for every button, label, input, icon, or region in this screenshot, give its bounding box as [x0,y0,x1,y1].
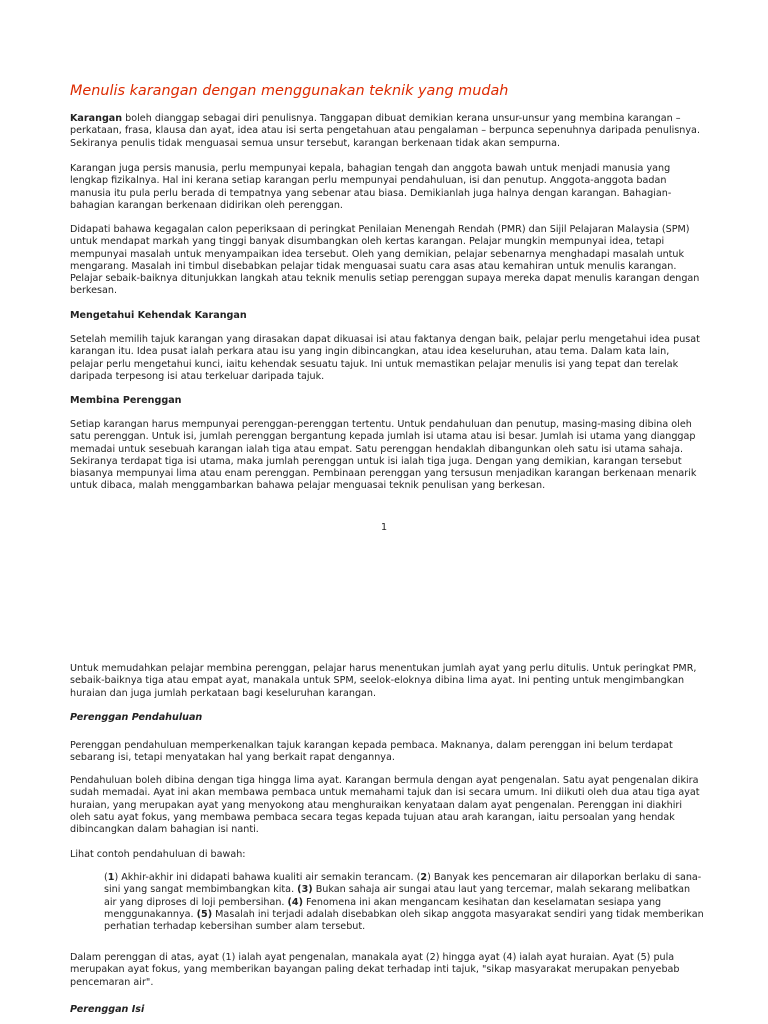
sentence-number: 1 [107,872,115,883]
example-sentence: Fenomena ini akan mengancam kesihatan dan keselamatan sesiapa yang menggunakannya. [104,896,662,920]
page-number: 1 [380,522,388,533]
intro-text: boleh dianggap sebagai diri penulisnya. Tanggapan dibuat demikian kerana unsur-unsur yang membina karangan – perkataan, frasa, klausa dan ayat, idea atau isi serta pengetahuan atau pengalaman – berpunca sepenuhnya daripada penulisnya. Sekiranya penulis tidak menguasai semua unsur tersebut, karangan berkenaan tidak akan sempurna. [70,113,700,149]
example-sentence: Akhir-akhir ini didapati bahawa kualiti air semakin terancam. [118,872,417,883]
section-heading: Perenggan Pendahuluan [70,712,203,723]
paragraph-body: Pendahuluan boleh dibina dengan tiga hingga lima ayat. Karangan bermula dengan ayat pengenalan. Satu ayat pengenalan dikira sudah memadai. Ayat ini akan membawa pembaca untuk memahami tajuk dan isi secara umum. Ini diikuti oleh dua atau tiga ayat huraian, yang merupakan ayat yang menyokong atau menghuraikan kenyataan dalam ayat pengenalan. Perenggan ini diakhiri oleh satu ayat fokus, yang membawa pembaca secara tegas kepada tujuan atau arah karangan, iaitu persoalan yang hendak dibincangkan dalam bahagian isi nanti. [70,775,700,836]
sentence-number: (5) [196,908,213,920]
document-title: Menulis karangan dengan menggunakan teknik yang mudah [70,83,509,99]
sentence-number: (4) [287,896,303,908]
paragraph-body: Setelah memilih tajuk karangan yang dirasakan dapat dikuasai isi atau faktanya dengan baik, pelajar perlu mengetahui idea pusat karangan itu. Idea pusat ialah perkara atau isu yang ingin dibincangkan, atau idea keseluruhan, atau tema. Dalam kata lain, pelajar perlu mengetahui kunci, iaitu kehendak sesuatu tajuk. Ini untuk memastikan pelajar menulis isi yang tepat dan terelak daripada terpesong isi atau terkeluar daripada tajuk. [70,334,700,382]
example-sentence: Masalah ini terjadi adalah disebabkan oleh sikap anggota masyarakat sendiri yang tidak memberikan perhatian terhadap kebersihan sumber alam tersebut. [104,908,704,933]
paragraph-body: Karangan juga persis manusia, perlu mempunyai kepala, bahagian tengah dan anggota bawah untuk menjadi manusia yang lengkap fizikalnya. Hal ini kerana setiap karangan perlu mempunyai pendahuluan, isi dan penutup. Anggota-anggota badan manusia itu pula perlu berada di tempatnya yang sebenar atau biasa. Demikianlah juga halnya dengan karangan. Bahagian-bahagian karangan berkenaan didirikan oleh perenggan. [70,163,672,211]
sentence-number: 2 [420,872,428,883]
paragraph-body: Untuk memudahkan pelajar membina perenggan, pelajar harus menentukan jumlah ayat yang perlu ditulis. Untuk peringkat PMR, sebaik-baiknya tiga atau empat ayat, manakala untuk SPM, seelok-eloknya dibina lima ayat. Ini penting untuk mengimbangkan huraian dan juga jumlah perkataan bagi keseluruhan karangan. [70,663,697,699]
paragraph-body: Perenggan pendahuluan memperkenalkan tajuk karangan kepada pembaca. Maknanya, dalam perenggan ini belum terdapat sebarang isi, tetapi menyatakan hal yang berkait rapat dengannya. [70,740,673,764]
example-sentence: Banyak kes pencemaran air dilaporkan berlaku di sana-sini yang sangat membimbangkan kita. [104,872,702,896]
example-quote: (1) Akhir-akhir ini didapati bahawa kualiti air semakin terancam. (2) Banyak kes pencemaran air dilaporkan berlaku di sana-sini yang sangat membimbangkan kita. (3) Bukan sahaja air sungai atau laut yang tercemar, malah sekarang melibatkan air yang diproses di loji pembersihan. (4) Fenomena ini akan mengancam kesihatan dan keselamatan sesiapa yang menggunakannya. (5) Masalah ini terjadi adalah disebabkan oleh sikap anggota masyarakat sendiri yang tidak memberikan perhatian terhadap kebersihan sumber alam tersebut. [104,872,704,933]
intro-paragraph [70,113,700,150]
sentence-number: (3) [297,884,313,896]
section-heading: Mengetahui Kehendak Karangan [70,310,247,321]
paragraph-body: Setiap karangan harus mempunyai perenggan-perenggan tertentu. Untuk pendahuluan dan penutup, masing-masing dibina oleh satu perenggan. Untuk isi, jumlah perenggan bergantung kepada jumlah isi utama atau isi besar. Jumlah isi utama yang dianggap memadai untuk sesebuah karangan ialah tiga atau empat. Satu perenggan hendaklah dibangunkan oleh satu isi utama sahaja. Sekiranya terdapat tiga isi utama, maka jumlah perenggan untuk isi ialah tiga juga. Dengan yang demikian, karangan tersebut biasanya mempunyai lima atau enam perenggan. Pembinaan perenggan yang tersusun menjadikan karangan berkenaan menarik untuk dibaca, malah menggambarkan bahawa pelajar menguasai teknik penulisan yang berkesan. [70,419,697,492]
paragraph-body: Dalam perenggan di atas, ayat (1) ialah ayat pengenalan, manakala ayat (2) hingga ayat (4) ialah ayat huraian. Ayat (5) pula merupakan ayat fokus, yang memberikan bayangan paling dekat terhadap inti tajuk, "sikap masyarakat merupakan penyebab pencemaran air". [70,952,680,988]
section-heading: Membina Perenggan [70,395,182,406]
paragraph-body: Didapati bahawa kegagalan calon peperiksaan di peringkat Penilaian Menengah Rendah (PMR) dan Sijil Pelajaran Malaysia (SPM) untuk mendapat markah yang tinggi banyak disumbangkan oleh kertas karangan. Pelajar mungkin mempunyai idea, tetapi mempunyai masalah untuk menyampaikan idea tersebut. Oleh yang demikian, pelajar sebenarnya menghadapi masalah untuk mengarang. Masalah ini timbul disebabkan pelajar tidak menguasai suatu cara asas atau kemahiran untuk menulis karangan. Pelajar sebaik-baiknya ditunjukkan langkah atau teknik menulis setiap perenggan supaya mereka dapat menulis karangan dengan berkesan. [70,224,700,297]
section-heading: Perenggan Isi [70,1004,145,1015]
intro-lead-term: Karangan [70,113,123,124]
example-sentence: Bukan sahaja air sungai atau laut yang tercemar, malah sekarang melibatkan air yang diproses di loji pembersihan. [104,884,691,908]
paragraph-body: Lihat contoh pendahuluan di bawah: [70,849,246,860]
